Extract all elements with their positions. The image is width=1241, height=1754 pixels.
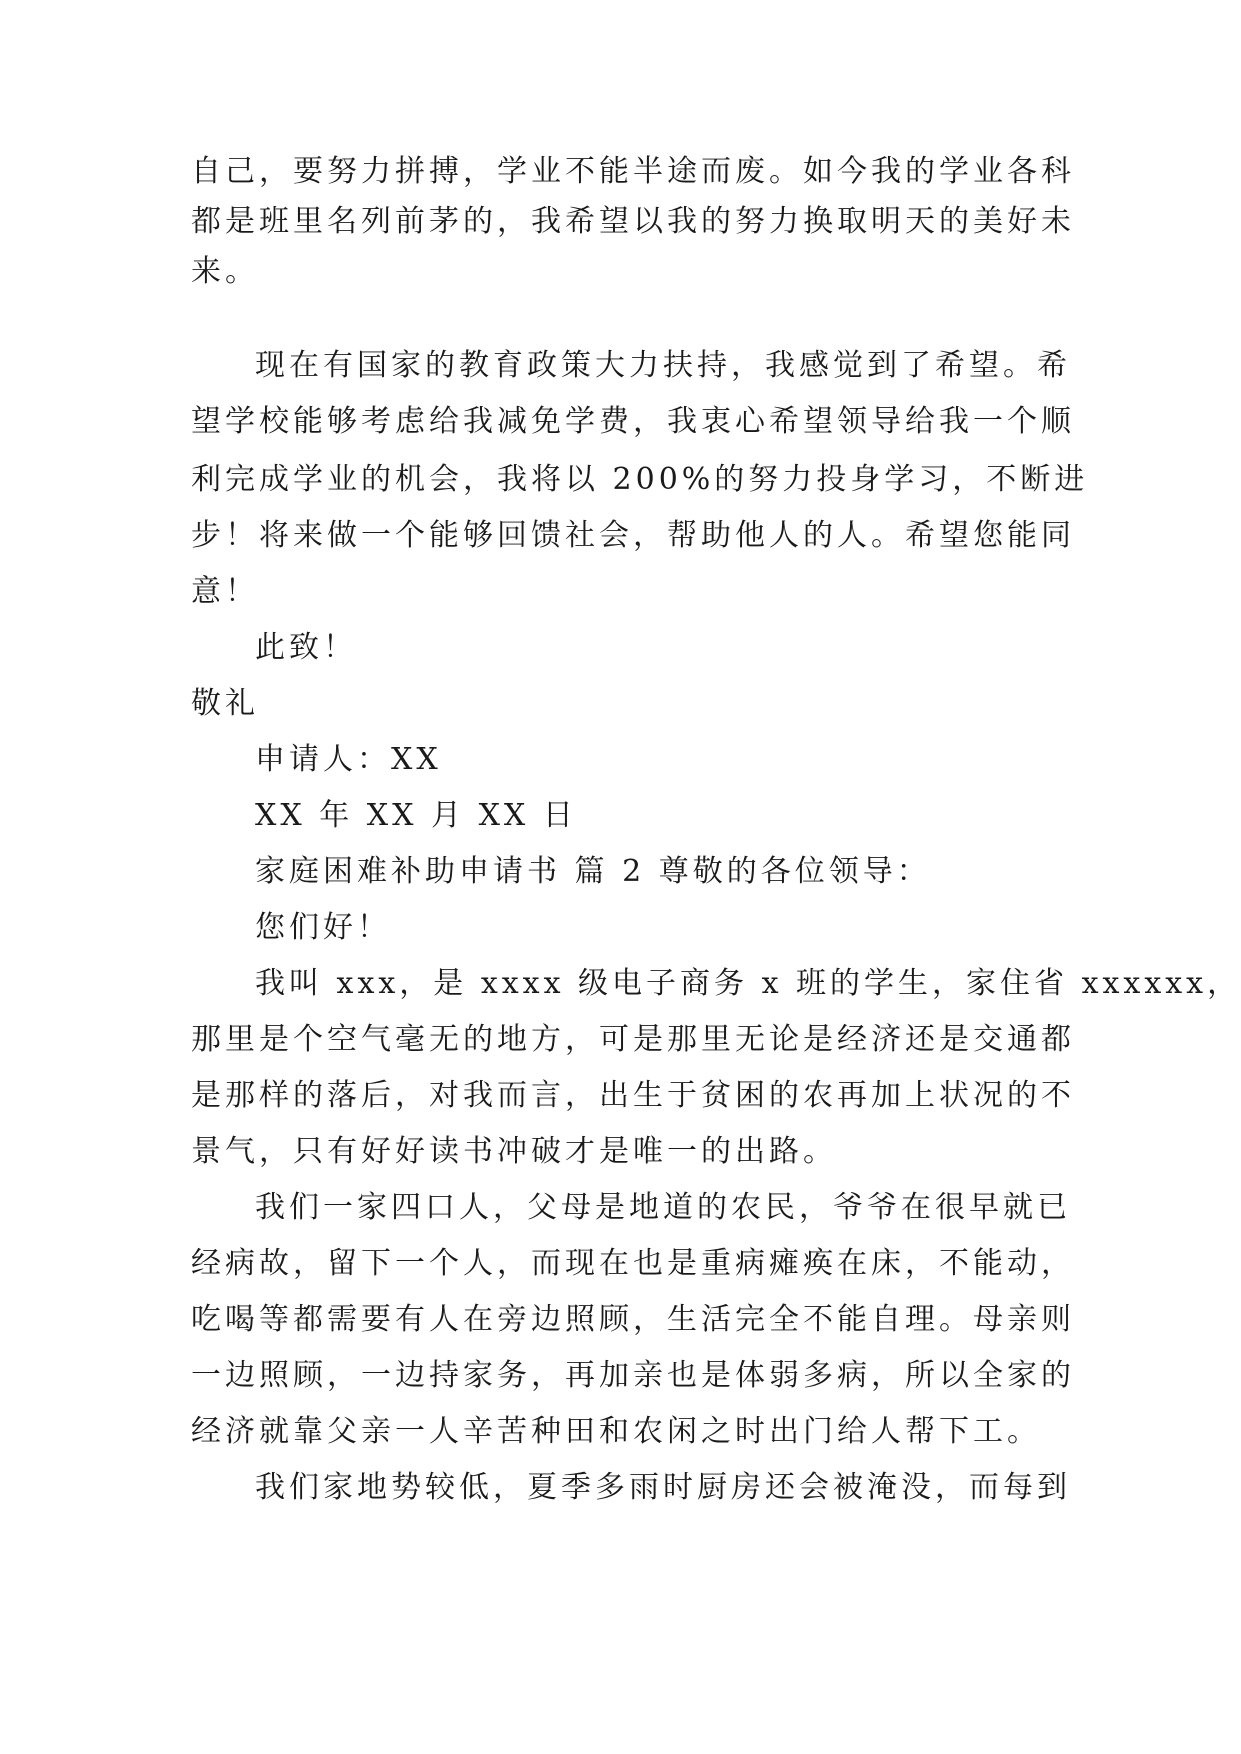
text-line: 那里是个空气毫无的地方，可是那里无论是经济还是交通都	[191, 1022, 1075, 1057]
text-line: 意！	[191, 574, 259, 609]
text-line: 我们一家四口人，父母是地道的农民，爷爷在很早就已	[255, 1190, 1071, 1225]
date-line: XX 年 XX 月 XX 日	[255, 798, 577, 833]
text-line: 经济就靠父亲一人辛苦种田和农闲之时出门给人帮下工。	[191, 1414, 1041, 1449]
text-line: 现在有国家的教育政策大力扶持，我感觉到了希望。希	[255, 348, 1071, 383]
closing-regards: 敬礼	[191, 686, 259, 721]
text-line: 自己，要努力拼搏，学业不能半途而废。如今我的学业各科	[191, 154, 1075, 189]
text-line: 都是班里名列前茅的，我希望以我的努力换取明天的美好未	[191, 204, 1075, 239]
text-line: 我们家地势较低，夏季多雨时厨房还会被淹没，而每到	[255, 1470, 1071, 1505]
text-line: 一边照顾，一边持家务，再加亲也是体弱多病，所以全家的	[191, 1358, 1075, 1393]
text-line: 我叫 xxx，是 xxxx 级电子商务 x 班的学生，家住省 xxxxxx，	[255, 966, 1241, 1001]
text-line: 是那样的落后，对我而言，出生于贫困的农再加上状况的不	[191, 1078, 1075, 1113]
text-line: 景气，只有好好读书冲破才是唯一的出路。	[191, 1134, 837, 1169]
text-line: 步！将来做一个能够回馈社会，帮助他人的人。希望您能同	[191, 518, 1075, 553]
greeting-line: 您们好！	[255, 910, 391, 945]
text-line: 利完成学业的机会，我将以 200%的努力投身学习，不断进	[191, 462, 1089, 497]
text-line: 吃喝等都需要有人在旁边照顾，生活完全不能自理。母亲则	[191, 1302, 1075, 1337]
closing-salutation: 此致！	[255, 630, 357, 665]
text-line: 来。	[191, 254, 259, 289]
text-line: 经病故，留下一个人，而现在也是重病瘫痪在床，不能动，	[191, 1246, 1075, 1281]
section-heading: 家庭困难补助申请书 篇 2 尊敬的各位领导：	[255, 854, 931, 889]
text-line: 望学校能够考虑给我减免学费，我衷心希望领导给我一个顺	[191, 404, 1075, 439]
applicant-line: 申请人：XX	[255, 742, 442, 777]
